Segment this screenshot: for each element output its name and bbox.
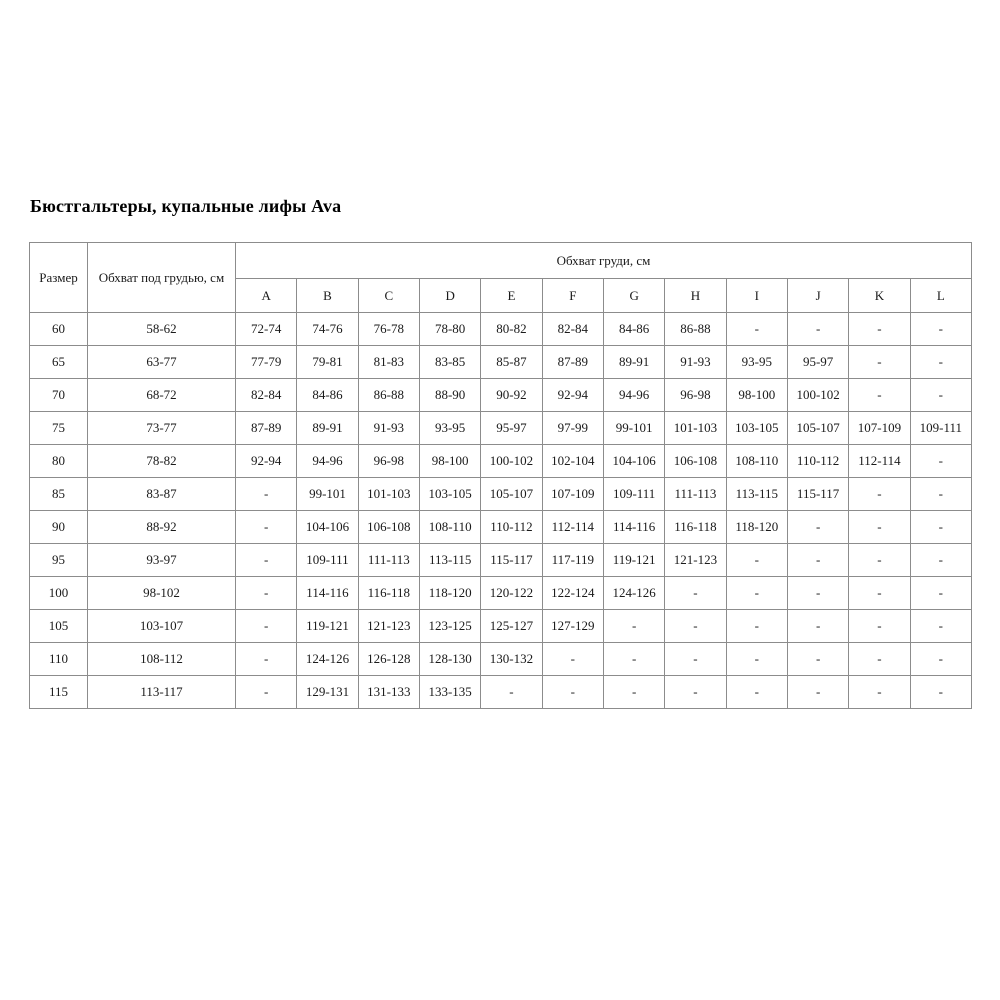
cell-cup-j: 100-102 (787, 379, 848, 412)
cell-cup-d: 108-110 (419, 511, 480, 544)
cell-cup-k: 107-109 (849, 412, 910, 445)
cell-cup-b: 94-96 (297, 445, 358, 478)
cell-cup-a: 82-84 (236, 379, 297, 412)
cell-cup-f: 97-99 (542, 412, 603, 445)
table-row (30, 511, 972, 544)
cell-size: 95 (30, 544, 88, 577)
cell-cup-f: 112-114 (542, 511, 603, 544)
cell-cup-j: 95-97 (787, 346, 848, 379)
table-row (30, 379, 972, 412)
cell-cup-a: - (236, 544, 297, 577)
cell-cup-k: 112-114 (849, 445, 910, 478)
header-cup-e: E (481, 279, 542, 313)
cell-cup-a: 77-79 (236, 346, 297, 379)
cell-cup-k: - (849, 577, 910, 610)
cell-cup-g: 89-91 (603, 346, 664, 379)
cell-cup-f: 102-104 (542, 445, 603, 478)
cell-size: 65 (30, 346, 88, 379)
cell-cup-e: 80-82 (481, 313, 542, 346)
cell-size: 75 (30, 412, 88, 445)
header-cup-g: G (603, 279, 664, 313)
cell-cup-h: - (665, 610, 726, 643)
size-table (29, 242, 972, 709)
cell-cup-i: - (726, 643, 787, 676)
cell-cup-f: 122-124 (542, 577, 603, 610)
cell-cup-a: 72-74 (236, 313, 297, 346)
cell-cup-c: 76-78 (358, 313, 419, 346)
cell-cup-k: - (849, 346, 910, 379)
cell-cup-f: 127-129 (542, 610, 603, 643)
cell-cup-k: - (849, 313, 910, 346)
cell-cup-b: 119-121 (297, 610, 358, 643)
cell-cup-j: - (787, 676, 848, 709)
cell-underbust: 73-77 (88, 412, 236, 445)
cell-underbust: 88-92 (88, 511, 236, 544)
cell-cup-f: 92-94 (542, 379, 603, 412)
cell-cup-h: - (665, 676, 726, 709)
cell-cup-j: - (787, 511, 848, 544)
cell-underbust: 78-82 (88, 445, 236, 478)
cell-cup-j: - (787, 610, 848, 643)
cell-cup-g: 99-101 (603, 412, 664, 445)
cell-size: 60 (30, 313, 88, 346)
cell-cup-g: 119-121 (603, 544, 664, 577)
cell-cup-d: 78-80 (419, 313, 480, 346)
cell-size: 100 (30, 577, 88, 610)
size-table-header (30, 243, 972, 313)
cell-cup-e: 110-112 (481, 511, 542, 544)
cell-cup-f: 87-89 (542, 346, 603, 379)
size-table-body (30, 313, 972, 709)
cell-cup-d: 93-95 (419, 412, 480, 445)
cell-cup-b: 84-86 (297, 379, 358, 412)
cell-cup-d: 113-115 (419, 544, 480, 577)
cell-underbust: 93-97 (88, 544, 236, 577)
table-row (30, 676, 972, 709)
cell-cup-b: 74-76 (297, 313, 358, 346)
cell-cup-g: - (603, 610, 664, 643)
cell-cup-a: 87-89 (236, 412, 297, 445)
cell-cup-e: 115-117 (481, 544, 542, 577)
table-row (30, 643, 972, 676)
cell-cup-g: - (603, 643, 664, 676)
cell-cup-j: - (787, 313, 848, 346)
cell-cup-b: 124-126 (297, 643, 358, 676)
cell-cup-k: - (849, 676, 910, 709)
cell-cup-i: - (726, 610, 787, 643)
cell-cup-b: 79-81 (297, 346, 358, 379)
cell-cup-c: 121-123 (358, 610, 419, 643)
cell-cup-l: - (910, 577, 971, 610)
cell-cup-d: 98-100 (419, 445, 480, 478)
cell-underbust: 63-77 (88, 346, 236, 379)
table-row (30, 610, 972, 643)
cell-cup-l: - (910, 346, 971, 379)
cell-cup-f: - (542, 676, 603, 709)
cell-cup-f: - (542, 643, 603, 676)
cell-cup-b: 129-131 (297, 676, 358, 709)
cell-cup-g: 109-111 (603, 478, 664, 511)
header-row-top (30, 243, 972, 279)
page-title: Бюстгальтеры, купальные лифы Ava (30, 196, 342, 216)
cell-underbust: 83-87 (88, 478, 236, 511)
cell-cup-l: - (910, 379, 971, 412)
cell-cup-e: 130-132 (481, 643, 542, 676)
cell-cup-d: 133-135 (419, 676, 480, 709)
cell-cup-b: 114-116 (297, 577, 358, 610)
cell-cup-f: 82-84 (542, 313, 603, 346)
cell-cup-e: 85-87 (481, 346, 542, 379)
cell-cup-h: 111-113 (665, 478, 726, 511)
cell-underbust: 58-62 (88, 313, 236, 346)
cell-cup-b: 99-101 (297, 478, 358, 511)
cell-cup-j: - (787, 544, 848, 577)
cell-cup-g: 114-116 (603, 511, 664, 544)
cell-cup-i: 113-115 (726, 478, 787, 511)
cell-size: 110 (30, 643, 88, 676)
cell-size: 70 (30, 379, 88, 412)
cell-cup-h: 116-118 (665, 511, 726, 544)
cell-cup-d: 118-120 (419, 577, 480, 610)
table-row (30, 313, 972, 346)
cell-cup-j: 115-117 (787, 478, 848, 511)
cell-cup-d: 103-105 (419, 478, 480, 511)
cell-cup-d: 128-130 (419, 643, 480, 676)
cell-cup-l: 109-111 (910, 412, 971, 445)
cell-cup-c: 96-98 (358, 445, 419, 478)
cell-cup-i: 118-120 (726, 511, 787, 544)
cell-cup-k: - (849, 544, 910, 577)
cell-cup-h: - (665, 643, 726, 676)
table-row (30, 445, 972, 478)
cell-cup-i: - (726, 577, 787, 610)
cell-underbust: 108-112 (88, 643, 236, 676)
cell-cup-c: 91-93 (358, 412, 419, 445)
cell-cup-c: 116-118 (358, 577, 419, 610)
header-cup-d: D (419, 279, 480, 313)
cell-cup-e: 95-97 (481, 412, 542, 445)
cell-size: 115 (30, 676, 88, 709)
cell-underbust: 68-72 (88, 379, 236, 412)
cell-cup-a: - (236, 577, 297, 610)
cell-cup-l: - (910, 511, 971, 544)
cell-cup-b: 109-111 (297, 544, 358, 577)
cell-cup-a: - (236, 610, 297, 643)
cell-cup-l: - (910, 610, 971, 643)
cell-cup-i: 103-105 (726, 412, 787, 445)
table-row (30, 577, 972, 610)
cell-cup-a: - (236, 511, 297, 544)
cell-underbust: 98-102 (88, 577, 236, 610)
cell-cup-k: - (849, 379, 910, 412)
cell-cup-h: 121-123 (665, 544, 726, 577)
cell-cup-f: 117-119 (542, 544, 603, 577)
cell-cup-k: - (849, 511, 910, 544)
table-row (30, 346, 972, 379)
header-underbust: Обхват под грудью, см (88, 243, 236, 313)
cell-cup-g: 124-126 (603, 577, 664, 610)
cell-underbust: 103-107 (88, 610, 236, 643)
cell-cup-c: 86-88 (358, 379, 419, 412)
cell-cup-i: - (726, 676, 787, 709)
cell-cup-i: - (726, 544, 787, 577)
cell-cup-a: - (236, 676, 297, 709)
cell-cup-b: 89-91 (297, 412, 358, 445)
cell-cup-a: 92-94 (236, 445, 297, 478)
header-cup-a: A (236, 279, 297, 313)
cell-cup-h: 86-88 (665, 313, 726, 346)
cell-cup-d: 88-90 (419, 379, 480, 412)
cell-size: 80 (30, 445, 88, 478)
cell-cup-l: - (910, 313, 971, 346)
cell-cup-l: - (910, 676, 971, 709)
cell-cup-c: 106-108 (358, 511, 419, 544)
cell-cup-h: 91-93 (665, 346, 726, 379)
cell-cup-i: 98-100 (726, 379, 787, 412)
cell-cup-c: 111-113 (358, 544, 419, 577)
cell-cup-f: 107-109 (542, 478, 603, 511)
cell-underbust: 113-117 (88, 676, 236, 709)
cell-cup-j: - (787, 643, 848, 676)
cell-cup-d: 123-125 (419, 610, 480, 643)
header-cup-b: B (297, 279, 358, 313)
cell-cup-h: 106-108 (665, 445, 726, 478)
cell-cup-k: - (849, 643, 910, 676)
cell-cup-l: - (910, 478, 971, 511)
cell-cup-e: 120-122 (481, 577, 542, 610)
cell-cup-j: 110-112 (787, 445, 848, 478)
cell-cup-k: - (849, 478, 910, 511)
header-cup-l: L (910, 279, 971, 313)
cell-size: 90 (30, 511, 88, 544)
header-size: Размер (30, 243, 88, 313)
cell-cup-e: 105-107 (481, 478, 542, 511)
cell-size: 105 (30, 610, 88, 643)
cell-cup-l: - (910, 445, 971, 478)
cell-cup-g: 84-86 (603, 313, 664, 346)
cell-cup-e: - (481, 676, 542, 709)
table-row (30, 478, 972, 511)
cell-cup-j: 105-107 (787, 412, 848, 445)
table-row (30, 412, 972, 445)
cell-cup-l: - (910, 544, 971, 577)
cell-cup-i: 108-110 (726, 445, 787, 478)
header-bust: Обхват груди, см (236, 243, 972, 279)
cell-cup-g: 94-96 (603, 379, 664, 412)
cell-cup-l: - (910, 643, 971, 676)
cell-cup-c: 131-133 (358, 676, 419, 709)
cell-cup-k: - (849, 610, 910, 643)
cell-cup-d: 83-85 (419, 346, 480, 379)
header-cup-i: I (726, 279, 787, 313)
cell-cup-i: 93-95 (726, 346, 787, 379)
header-cup-h: H (665, 279, 726, 313)
cell-size: 85 (30, 478, 88, 511)
cell-cup-g: - (603, 676, 664, 709)
cell-cup-a: - (236, 478, 297, 511)
cell-cup-e: 90-92 (481, 379, 542, 412)
header-cup-f: F (542, 279, 603, 313)
cell-cup-c: 126-128 (358, 643, 419, 676)
cell-cup-c: 101-103 (358, 478, 419, 511)
cell-cup-i: - (726, 313, 787, 346)
cell-cup-c: 81-83 (358, 346, 419, 379)
header-cup-c: C (358, 279, 419, 313)
cell-cup-e: 125-127 (481, 610, 542, 643)
cell-cup-g: 104-106 (603, 445, 664, 478)
cell-cup-h: - (665, 577, 726, 610)
table-row (30, 544, 972, 577)
header-cup-j: J (787, 279, 848, 313)
cell-cup-a: - (236, 643, 297, 676)
cell-cup-b: 104-106 (297, 511, 358, 544)
cell-cup-e: 100-102 (481, 445, 542, 478)
cell-cup-h: 96-98 (665, 379, 726, 412)
cell-cup-h: 101-103 (665, 412, 726, 445)
cell-cup-j: - (787, 577, 848, 610)
header-cup-k: K (849, 279, 910, 313)
